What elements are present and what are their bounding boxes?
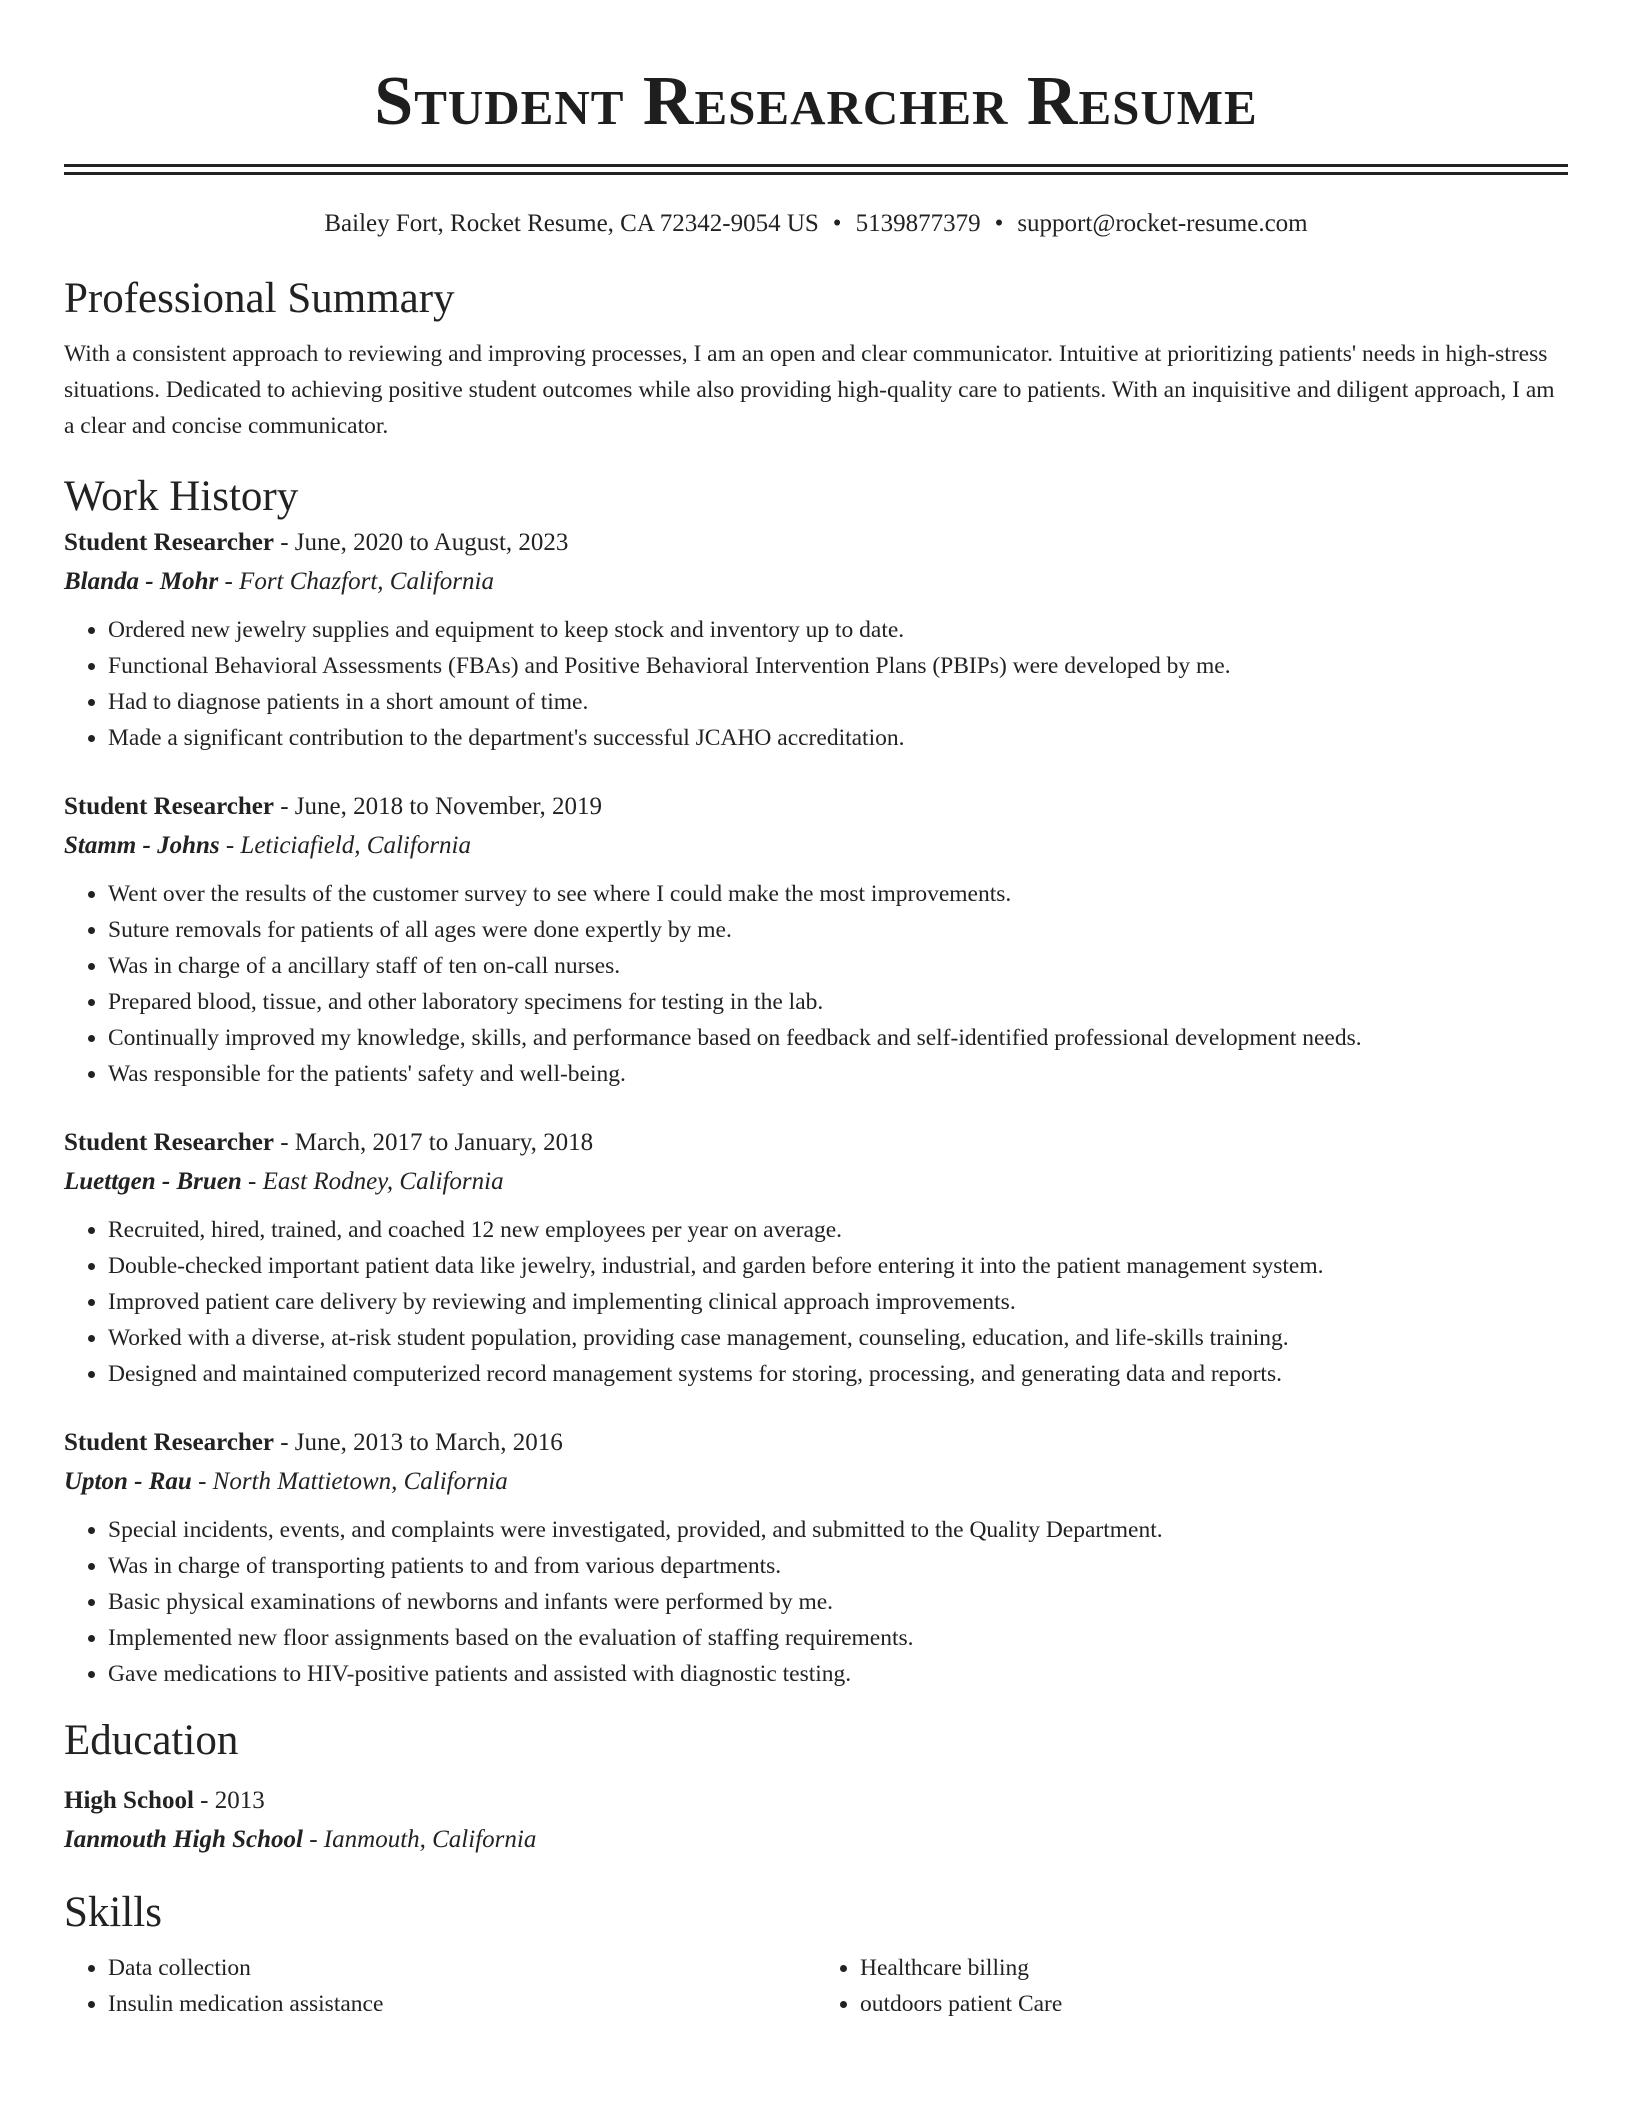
bullet-item: • Was responsible for the patients' safety and well-being. xyxy=(108,1056,1568,1092)
skills-heading: Skills xyxy=(64,1889,162,1936)
bullet-item: • Made a significant contribution to the department's successful JCAHO accreditation. xyxy=(108,720,1568,756)
skills-column-right xyxy=(816,1950,1568,2022)
bullet-item: • Functional Behavioral Assessments (FBAs) and Positive Behavioral Intervention Plans (PBIPs) were developed by me. xyxy=(108,648,1568,684)
job-title: Student Researcher xyxy=(64,793,274,820)
school-name: Ianmouth High School xyxy=(64,1826,303,1853)
employer-name: Stamm - Johns xyxy=(64,832,220,859)
employer-location: - Fort Chazfort, California xyxy=(218,568,494,595)
job-dates: - June, 2018 to November, 2019 xyxy=(273,793,603,820)
employer-location: - East Rodney, California xyxy=(241,1168,504,1195)
contact-address: Bailey Fort, Rocket Resume, CA 72342-9054 US xyxy=(324,210,819,237)
education-entry xyxy=(64,1782,1568,1860)
employer-location: - Leticiafield, California xyxy=(219,832,471,859)
bullet-item: • Was in charge of a ancillary staff of ten on-call nurses. xyxy=(108,948,1568,984)
job-bullets xyxy=(64,1512,1568,1692)
job-title: Student Researcher xyxy=(64,1129,274,1156)
bullet-item: • Prepared blood, tissue, and other laboratory specimens for testing in the lab. xyxy=(108,984,1568,1020)
summary-text: With a consistent approach to reviewing and improving processes, I am an open and clear communicator. Intuitive at prioritizing patients' needs in high-stress situations. Dedicated to achieving positive student outcomes while also providing high-quality care to patients. With an inquisitive and diligent approach, I am a clear and concise communicator. xyxy=(64,341,1555,439)
job-title-line xyxy=(64,1124,1568,1162)
degree-year: - 2013 xyxy=(193,1787,265,1814)
degree-name: High School xyxy=(64,1787,194,1814)
bullet-item: • Improved patient care delivery by reviewing and implementing clinical approach improvements. xyxy=(108,1284,1568,1320)
job-entry xyxy=(64,788,1568,1092)
degree-line xyxy=(64,1782,1568,1820)
contact-separator: • xyxy=(832,210,842,237)
employer-line xyxy=(64,1162,1568,1202)
bullet-item: • Went over the results of the customer survey to see where I could make the most improvements. xyxy=(108,876,1568,912)
contact-line xyxy=(64,208,1568,240)
skills-column-left xyxy=(64,1950,816,2022)
job-bullets xyxy=(64,1212,1568,1392)
bullet-item: • Worked with a diverse, at-risk student population, providing case management, counseling, education, and life-skills training. xyxy=(108,1320,1568,1356)
job-bullets xyxy=(64,876,1568,1092)
job-dates: - March, 2017 to January, 2018 xyxy=(273,1129,594,1156)
job-title: Student Researcher xyxy=(64,529,274,556)
job-entry xyxy=(64,1124,1568,1392)
job-entry xyxy=(64,524,1568,756)
contact-email: support@rocket-resume.com xyxy=(1017,210,1308,237)
employer-location: - North Mattietown, California xyxy=(191,1468,508,1495)
work-history-heading: Work History xyxy=(64,473,299,520)
job-entry xyxy=(64,1424,1568,1692)
bullet-item: • Was in charge of transporting patients to and from various departments. xyxy=(108,1548,1568,1584)
contact-separator: • xyxy=(994,210,1004,237)
skill-item: • Insulin medication assistance xyxy=(108,1986,816,2022)
employer-name: Luettgen - Bruen xyxy=(64,1168,242,1195)
resume-title: Student Researcher Resume xyxy=(374,63,1258,140)
job-title: Student Researcher xyxy=(64,1429,274,1456)
bullet-item: • Basic physical examinations of newborns and infants were performed by me. xyxy=(108,1584,1568,1620)
summary-heading: Professional Summary xyxy=(64,275,455,322)
bullet-item: • Designed and maintained computerized record management systems for storing, processing, and generating data and reports. xyxy=(108,1356,1568,1392)
bullet-item: • Gave medications to HIV-positive patients and assisted with diagnostic testing. xyxy=(108,1656,1568,1692)
job-title-line xyxy=(64,524,1568,562)
employer-line xyxy=(64,562,1568,602)
job-title-line xyxy=(64,1424,1568,1462)
skills-list xyxy=(64,1950,1568,2022)
education-heading: Education xyxy=(64,1717,239,1764)
bullet-item: • Special incidents, events, and complaints were investigated, provided, and submitted to the Quality Department. xyxy=(108,1512,1568,1548)
school-location: - Ianmouth, California xyxy=(302,1826,537,1853)
bullet-item: • Double-checked important patient data like jewelry, industrial, and garden before entering it into the patient management system. xyxy=(108,1248,1568,1284)
school-line xyxy=(64,1820,1568,1860)
bullet-item: • Ordered new jewelry supplies and equipment to keep stock and inventory up to date. xyxy=(108,612,1568,648)
job-bullets xyxy=(64,612,1568,756)
bullet-item: • Recruited, hired, trained, and coached 12 new employees per year on average. xyxy=(108,1212,1568,1248)
bullet-item: • Implemented new floor assignments based on the evaluation of staffing requirements. xyxy=(108,1620,1568,1656)
employer-name: Blanda - Mohr xyxy=(64,568,219,595)
skill-item: • Healthcare billing xyxy=(860,1950,1568,1986)
job-title-line xyxy=(64,788,1568,826)
job-dates: - June, 2020 to August, 2023 xyxy=(273,529,569,556)
title-divider xyxy=(64,164,1568,175)
contact-phone: 5139877379 xyxy=(855,210,981,237)
bullet-item: • Suture removals for patients of all ages were done expertly by me. xyxy=(108,912,1568,948)
job-dates: - June, 2013 to March, 2016 xyxy=(273,1429,563,1456)
skill-item: • Data collection xyxy=(108,1950,816,1986)
bullet-item: • Had to diagnose patients in a short amount of time. xyxy=(108,684,1568,720)
skill-item: • outdoors patient Care xyxy=(860,1986,1568,2022)
employer-name: Upton - Rau xyxy=(64,1468,192,1495)
employer-line xyxy=(64,826,1568,866)
bullet-item: • Continually improved my knowledge, skills, and performance based on feedback and self-identified professional development needs. xyxy=(108,1020,1568,1056)
employer-line xyxy=(64,1462,1568,1502)
